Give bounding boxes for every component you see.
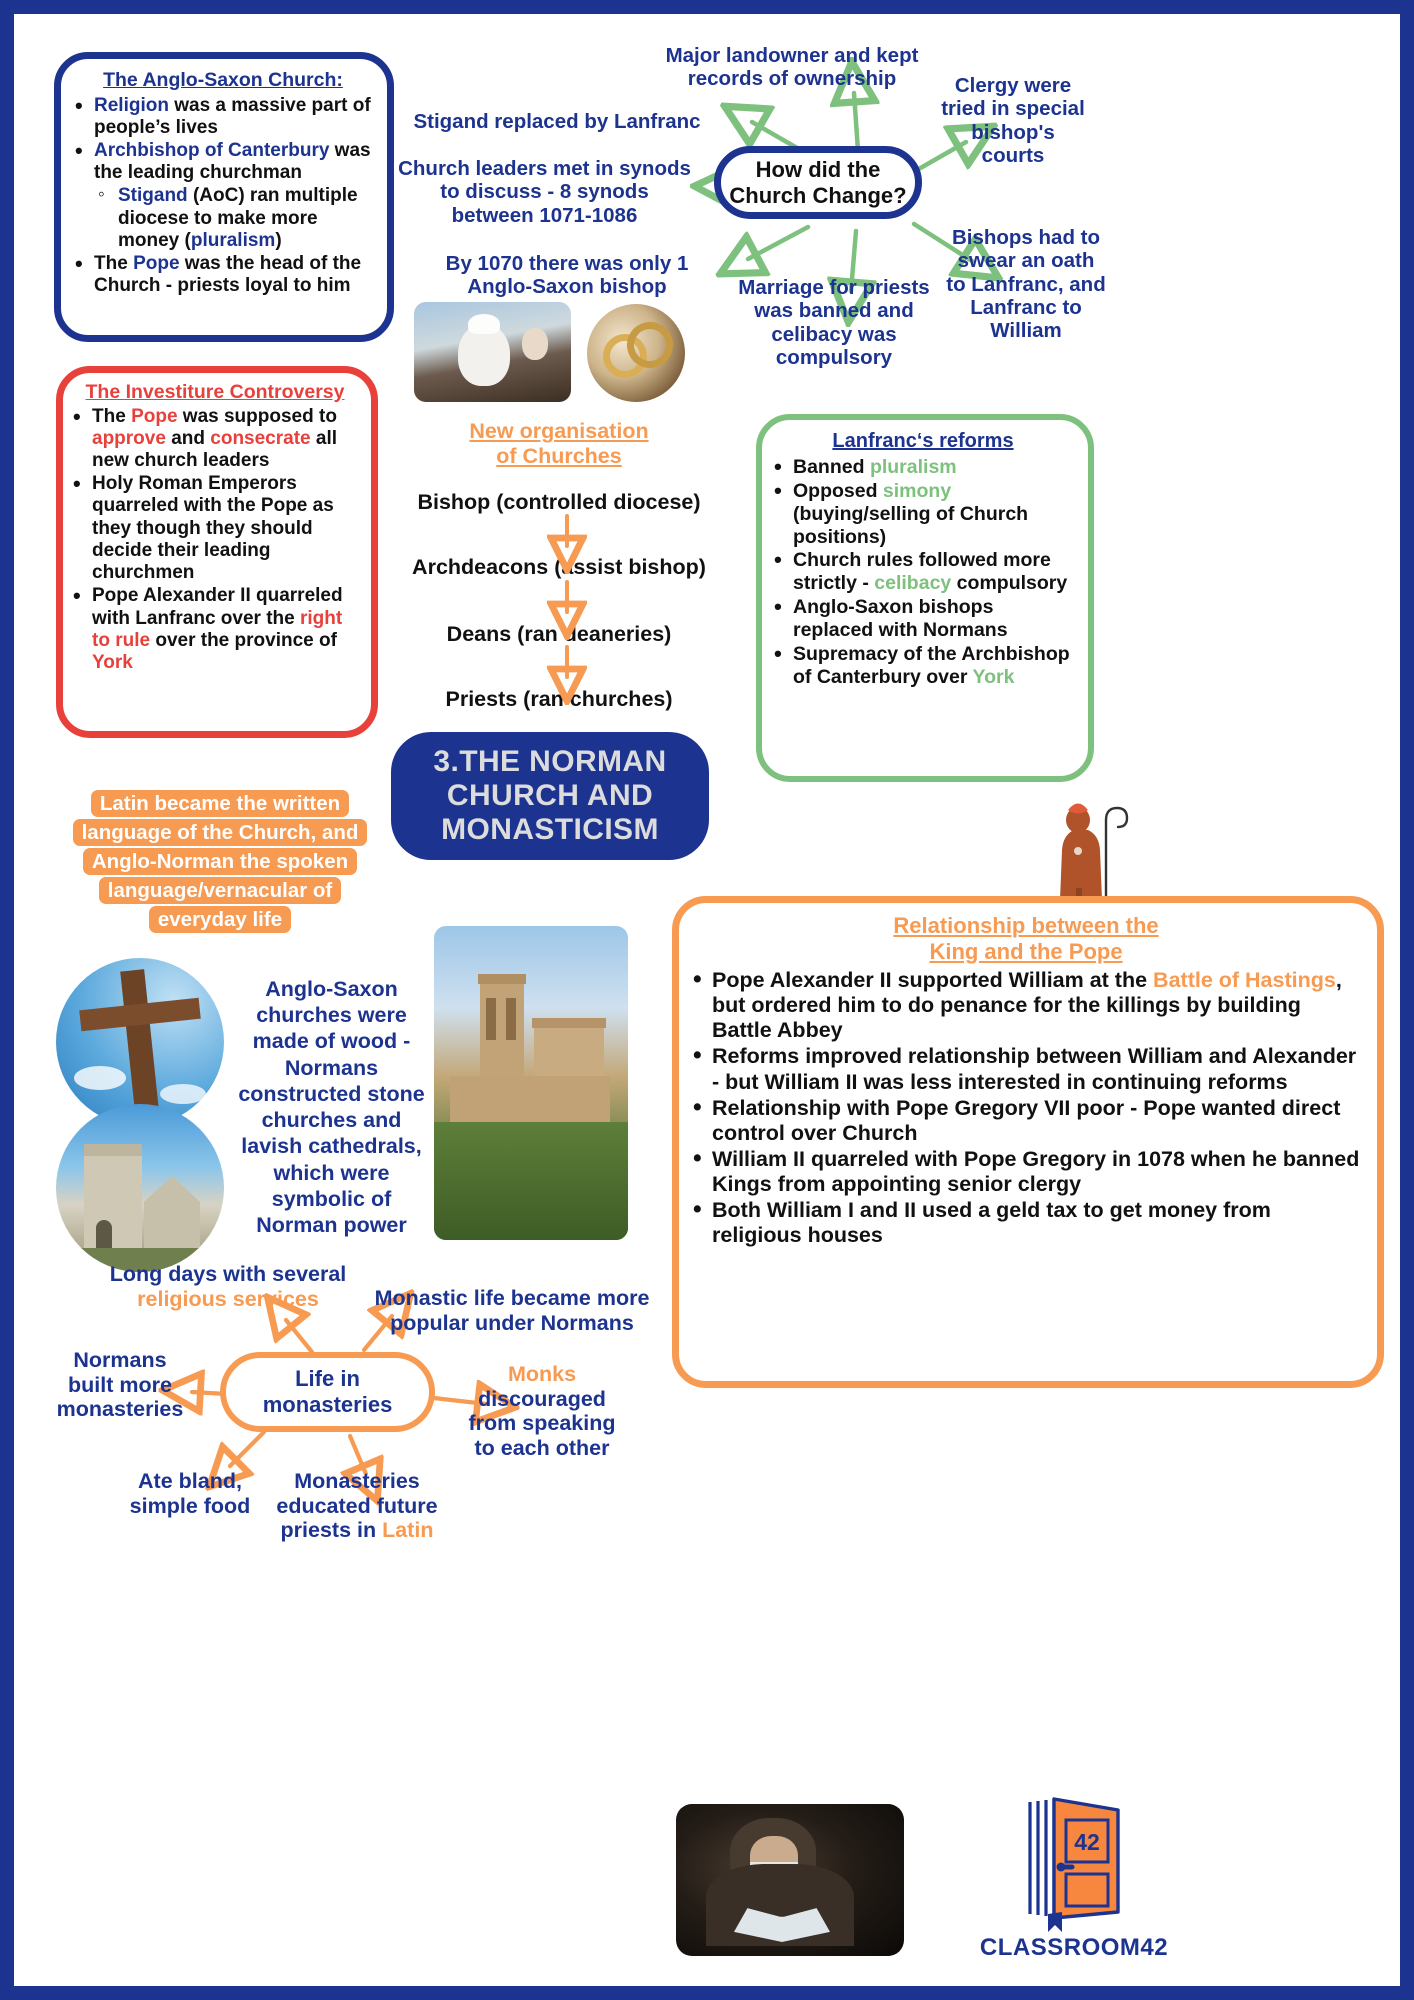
list-item: • William II quarreled with Pope Gregory in 1078 when he banned Kings from appointing senior clergy bbox=[689, 1147, 1363, 1197]
list-item: • Archbishop of Canterbury was the leading churchman ◦ Stigand (AoC) ran multiple diocese to make more money (pluralism) bbox=[71, 140, 375, 252]
investiture-controversy-bullets bbox=[69, 406, 361, 675]
hierarchy-arrows bbox=[552, 514, 582, 704]
monastery-center-line2: monasteries bbox=[262, 1392, 393, 1417]
latin-note-line: Latin became the written bbox=[91, 790, 349, 817]
hierarchy-level-bishop: Bishop (controlled diocese) bbox=[417, 490, 701, 514]
monk-with-book-photo bbox=[676, 1804, 904, 1956]
logo-door-number: 42 bbox=[1074, 1829, 1100, 1855]
list-item: • Pope Alexander II quarreled with Lanfranc over the right to rule over the province of York bbox=[69, 585, 361, 674]
list-item: • The Pope was the head of the Church - priests loyal to him bbox=[71, 253, 375, 297]
list-item: • Banned pluralism bbox=[770, 456, 1076, 479]
list-item: • Holy Roman Emperors quarreled with the Pope as they though they should decide their leading churchmen bbox=[69, 473, 361, 584]
branch-synods: Church leaders met in synods to discuss - 8 synods between 1071-1086 bbox=[398, 157, 691, 227]
new-organisation-title-line2: of Churches bbox=[496, 444, 622, 469]
branch-stigand-lanfranc: Stigand replaced by Lanfranc bbox=[413, 110, 701, 133]
branch-bishops-oath: Bishops had to swear an oath to Lanfranc, and Lanfranc to William bbox=[946, 226, 1106, 343]
lanfranc-reforms-bullets bbox=[770, 456, 1076, 688]
classroom42-door-book-icon bbox=[1014, 1796, 1134, 1932]
list-item: • Relationship with Pope Gregory VII poor - Pope wanted direct control over Church bbox=[689, 1096, 1363, 1146]
ruined-abbey-photo bbox=[56, 1104, 224, 1272]
branch-clergy-courts: Clergy were tried in special bishop's courts bbox=[941, 74, 1085, 168]
church-change-center-label: How did the Church Change? bbox=[729, 156, 907, 208]
churches-note: Anglo-Saxon churches were made of wood - Normans constructed stone churches and lavish cathedrals, which were symbolic of Norman power bbox=[238, 977, 425, 1237]
investiture-controversy-title: The Investiture Controversy bbox=[85, 381, 345, 403]
latin-note bbox=[60, 789, 380, 935]
lanfranc-reforms-card bbox=[756, 414, 1094, 782]
new-organisation-title bbox=[414, 419, 704, 470]
monastery-branch-monastic-popular: Monastic life became more popular under Normans bbox=[374, 1286, 650, 1335]
king-pope-title-line2: King and the Pope bbox=[929, 938, 1123, 964]
branch-one-bishop: By 1070 there was only 1 Anglo-Saxon bishop bbox=[445, 252, 689, 299]
king-pope-relationship-card bbox=[672, 896, 1384, 1388]
classroom42-logo bbox=[979, 1796, 1169, 1962]
list-item: • Opposed simony (buying/selling of Church positions) bbox=[770, 480, 1076, 548]
investiture-controversy-card bbox=[56, 366, 378, 738]
classroom42-logo-text: CLASSROOM42 bbox=[979, 1934, 1169, 1961]
wooden-cross-photo bbox=[56, 958, 224, 1126]
king-pope-title-line1: Relationship between the bbox=[893, 913, 1159, 938]
list-item: • Religion was a massive part of people’s lives bbox=[71, 95, 375, 139]
monastery-branch-bland-food: Ate bland, simple food bbox=[129, 1469, 251, 1518]
list-item: • Pope Alexander II supported William at the Battle of Hastings, but ordered him to do penance for the killings by building Battle Abbey bbox=[689, 968, 1363, 1043]
monastery-center-node bbox=[220, 1352, 435, 1432]
sub-list-item: ◦ Stigand (AoC) ran multiple diocese to make more money (pluralism) bbox=[94, 185, 375, 252]
monastery-branch-normans-built: Normans built more monasteries bbox=[56, 1348, 184, 1421]
latin-note-line: everyday life bbox=[149, 906, 291, 933]
monastery-branch-educated-priests: Monasteries educated future priests in Latin bbox=[276, 1469, 438, 1542]
new-organisation-title-line1: New organisation bbox=[469, 419, 649, 443]
hierarchy-level-deans: Deans (ran deaneries) bbox=[446, 622, 672, 646]
anglo-saxon-church-bullets bbox=[71, 95, 375, 298]
monastery-center-line1: Life in bbox=[295, 1366, 360, 1392]
wedding-rings-photo bbox=[587, 304, 685, 402]
king-pope-relationship-title bbox=[689, 913, 1363, 964]
monastery-branch-monks-silence: Monks discouraged from speaking to each other bbox=[468, 1362, 616, 1460]
page-title: 3.THE NORMAN CHURCH AND MONASTICISM bbox=[433, 745, 667, 846]
list-item: • Anglo-Saxon bishops replaced with Normans bbox=[770, 596, 1076, 642]
pope-blessing-photo bbox=[414, 302, 571, 402]
list-item: • Supremacy of the Archbishop of Canterbury over York bbox=[770, 643, 1076, 689]
lanfranc-reforms-title: Lanfranc‘s reforms bbox=[832, 430, 1014, 452]
list-item: • Church rules followed more strictly - celibacy compulsory bbox=[770, 549, 1076, 595]
branch-landowner: Major landowner and kept records of ownership bbox=[665, 44, 919, 91]
bishop-crozier-icon bbox=[1046, 796, 1138, 906]
latin-note-line: language/vernacular of bbox=[99, 877, 341, 904]
church-change-center-node bbox=[714, 146, 922, 219]
list-item: • Both William I and II used a geld tax to get money from religious houses bbox=[689, 1198, 1363, 1248]
sub-list bbox=[94, 185, 375, 252]
page-title-banner bbox=[391, 732, 709, 860]
durham-cathedral-photo bbox=[434, 926, 628, 1240]
monastery-branch-long-days: Long days with several religious services bbox=[109, 1262, 347, 1311]
anglo-saxon-church-title: The Anglo-Saxon Church: bbox=[103, 69, 343, 91]
latin-note-line: Anglo-Norman the spoken bbox=[83, 848, 357, 875]
hierarchy-level-priests: Priests (ran churches) bbox=[445, 687, 673, 711]
anglo-saxon-church-card bbox=[54, 52, 394, 342]
king-pope-relationship-bullets bbox=[689, 968, 1363, 1249]
branch-marriage-banned: Marriage for priests was banned and celibacy was compulsory bbox=[738, 276, 930, 370]
latin-note-line: language of the Church, and bbox=[73, 819, 368, 846]
list-item: • Reforms improved relationship between William and Alexander - but William II was less interested in continuing reforms bbox=[689, 1044, 1363, 1094]
list-item: • The Pope was supposed to approve and consecrate all new church leaders bbox=[69, 406, 361, 473]
hierarchy-level-archdeacons: Archdeacons (assist bishop) bbox=[412, 555, 706, 579]
